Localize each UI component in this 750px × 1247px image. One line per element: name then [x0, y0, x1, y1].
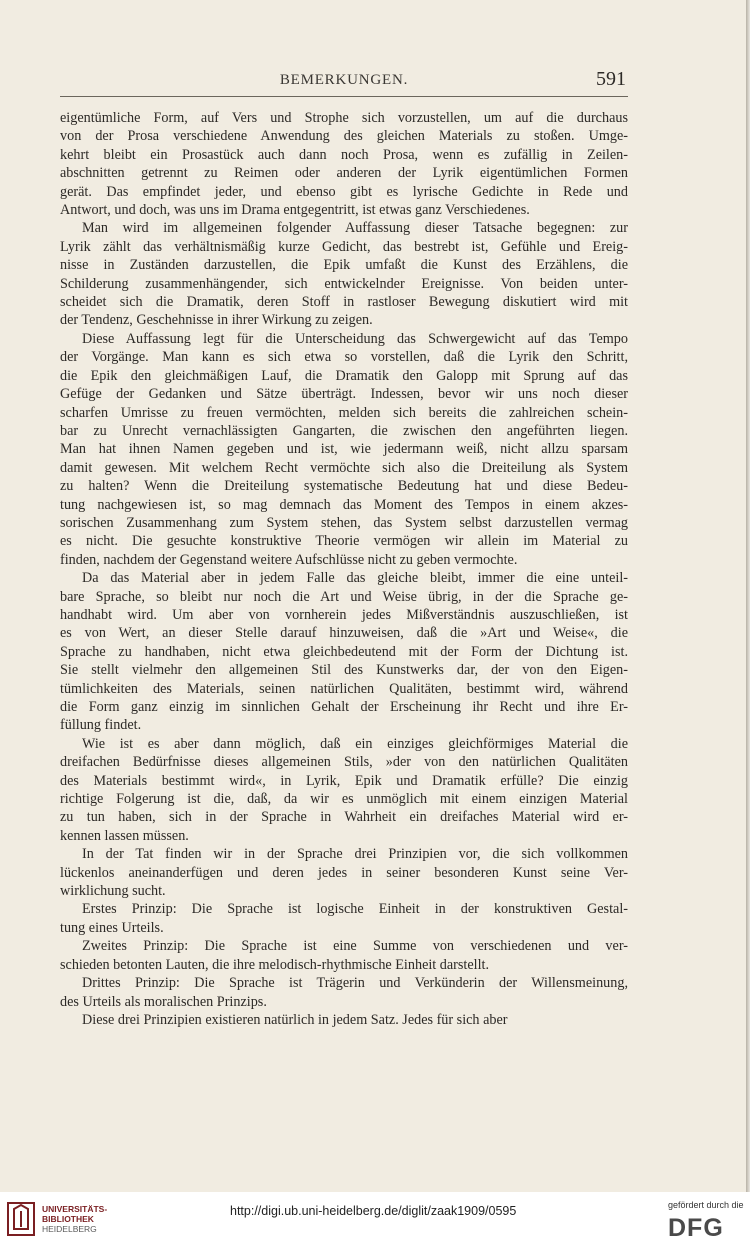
dfg-logo: DFG: [668, 1214, 724, 1242]
text-line: handhabt wird. Um aber von vornherein jedes Mißverständnis auszuschließen, ist: [60, 606, 628, 623]
text-line: schieden betonten Lauten, die ihre melodisch-rhythmische Einheit darstellt.: [60, 956, 490, 973]
text-line: zu tun haben, sich in der Sprache in Wahrheit ein dreifaches Material wird er-: [60, 809, 628, 826]
text-line: Antwort, und doch, was uns im Drama entgegentritt, ist etwas ganz Verschiedenes.: [60, 202, 530, 219]
text-line: nisse in Zuständen darzustellen, die Epik umfaßt die Kunst des Erzählens, die: [60, 257, 628, 274]
paragraph: [60, 845, 628, 900]
text-line: scheidet sich die Dramatik, deren Stoff in rastloser Bewegung diskutiert wird mit: [60, 294, 628, 311]
text-line: die Form ganz einzig im sinnlichen Gehalt der Erscheinung ihr Recht und ihre Er-: [60, 699, 628, 715]
paragraph: [60, 330, 628, 569]
text-line: es von Wert, an dieser Stelle darauf hinzuweisen, daß die »Art und Weise«, die: [60, 625, 628, 642]
text-line: sorischen Zusammenhang zum System stehen, das System selbst darzustellen vermag: [60, 514, 628, 531]
text-line: Lyrik zählt das verhältnismäßig kurze Gedicht, das bestrebt ist, Gefühle und Ereig-: [60, 238, 628, 255]
text-line: Man wird im allgemeinen folgender Auffassung dieser Tatsache begegnen: zur: [82, 220, 628, 237]
body-text: [60, 109, 628, 1029]
text-line: tung eines Urteils.: [60, 919, 164, 936]
running-title: BEMERKUNGEN.: [279, 72, 409, 88]
library-name-line3: HEIDELBERG: [42, 1224, 97, 1234]
text-line: kehrt bleibt ein Prosastück auch dann noch Prosa, wenn es zufällig in Zeilen-: [60, 146, 628, 163]
library-name-line2: BIBLIOTHEK: [42, 1214, 94, 1224]
text-line: eigentümliche Form, auf Vers und Strophe sich vorzustellen, um auf die durchaus: [60, 110, 628, 126]
text-line: lückenlos aneinanderfügen und deren jedes in seiner besonderen Kunst seine Ver-: [60, 864, 628, 881]
page-edge: [746, 0, 750, 1192]
text-line: zu halten? Wenn die Dreiteilung systematische Bedeutung hat und diese Bedeu-: [60, 478, 628, 495]
paragraph: [60, 569, 628, 735]
text-line: tümlichkeiten des Materials, seinen natürlichen Qualitäten, bestimmt wird, während: [60, 680, 628, 697]
text-line: finden, nachdem der Gegenstand weitere Aufschlüsse nicht zu geben vermochte.: [60, 551, 518, 568]
text-line: bare Sprache, so bleibt nur noch die Art und Weise übrig, in der die Sprache ge-: [60, 588, 628, 605]
text-line: Sie stellt vielmehr den allgemeinen Stil des Kunstwerks dar, der von den Eigen-: [60, 662, 628, 679]
text-line: des Materials bestimmt wird«, in Lyrik, Epik und Dramatik erfülle? Die einzig: [60, 772, 628, 789]
text-line: Wie ist es aber dann möglich, daß ein einziges gleichförmiges Material die: [82, 735, 628, 752]
text-line: Man hat ihnen Namen gegeben und ist, wie jedermann weiß, nicht allzu sparsam: [60, 441, 628, 458]
text-line: wirklichung sucht.: [60, 883, 166, 900]
text-line: abschnitten getrennt zu Reimen oder anderen der Lyrik eigentümlichen Formen: [60, 165, 628, 182]
running-head: [60, 70, 628, 97]
library-name-line1: UNIVERSITÄTS-: [42, 1204, 108, 1214]
text-line: des Urteils als moralischen Prinzips.: [60, 993, 267, 1010]
library-name: [42, 1204, 107, 1234]
paragraph: [60, 735, 628, 845]
text-line: gerät. Das empfindet jeder, und ebenso gibt es lyrische Gedichte in Rede und: [60, 183, 628, 200]
text-line: Drittes Prinzip: Die Sprache ist Trägerin und Verkünderin der Willensmeinung,: [82, 975, 628, 992]
text-line: Erstes Prinzip: Die Sprache ist logische Einheit in der konstruktiven Gestal-: [82, 901, 628, 918]
text-line: kennen lassen müssen.: [60, 827, 189, 844]
paragraph: [60, 109, 628, 219]
text-line: Sprache zu handhaben, nicht etwa gleichbedeutend mit der Form der Dichtung ist.: [60, 643, 628, 660]
text-line: Diese Auffassung legt für die Unterscheidung das Schwergewicht auf das Tempo: [82, 330, 628, 347]
text-line: In der Tat finden wir in der Sprache drei Prinzipien vor, die sich vollkommen: [82, 846, 628, 863]
text-line: dreifachen Bedürfnisse dieses allgemeinen Stils, »der von den natürlichen Qualitäten: [60, 754, 628, 771]
paragraph: [60, 900, 628, 937]
text-line: der Tendenz, Geschehnisse in ihrer Wirkung zu zeigen.: [60, 312, 373, 329]
university-library-logo-icon: [6, 1199, 36, 1239]
text-line: scharfen Umrisse zu freuen vermöchten, melden sich bereits die zahlreichen schein-: [60, 404, 628, 421]
paragraph: [60, 219, 628, 329]
text-line: richtige Folgerung ist die, daß, da wir es unmöglich mit einem einzigen Material: [60, 791, 628, 808]
text-line: füllung findet.: [60, 717, 142, 734]
text-line: der Vorgänge. Man kann es sich etwa so vorstellen, daß die Lyrik den Schritt,: [60, 349, 628, 366]
page-number: 591: [596, 68, 626, 90]
text-line: Da das Material aber in jedem Falle das gleiche bleibt, immer die eine unteil-: [82, 570, 628, 587]
text-line: es nicht. Die gesuchte konstruktive Theorie vermögen wir allein im Material zu: [60, 533, 628, 550]
text-line: Schilderung zusammenhängender, sich entwickelnder Ereignisse. Von beiden unter-: [60, 275, 628, 292]
paragraph: [60, 1011, 628, 1029]
paragraph: [60, 974, 628, 1011]
text-line: damit gewesen. Mit welchem Recht vermöchte sich also die Dreiteilung als System: [60, 459, 628, 476]
text-line: von der Prosa verschiedene Anwendung des gleichen Materials zu stoßen. Umge-: [60, 128, 628, 145]
text-line: bar zu Unrecht vernachlässigten Gangarten, die zwischen den angeführten liegen.: [60, 422, 628, 439]
funding-note: gefördert durch die: [668, 1200, 744, 1210]
text-line: die Epik den gleichmäßigen Lauf, die Dramatik den Galopp mit Sprung auf das: [60, 367, 628, 384]
text-line: tung nachgewiesen ist, so mag demnach das Moment des Tempos in einem akzes-: [60, 496, 628, 513]
permalink-url[interactable]: http://digi.ub.uni-heidelberg.de/diglit/zaak1909/0595: [230, 1204, 517, 1218]
footer-bar: [0, 1192, 750, 1247]
text-line: Gefüge der Gedanken und Sätze überträgt. Indessen, bevor wir uns noch dieser: [60, 386, 628, 403]
text-line: Zweites Prinzip: Die Sprache ist eine Summe von verschiedenen und ver-: [82, 938, 628, 955]
paragraph: [60, 937, 628, 974]
text-line: Diese drei Prinzipien existieren natürlich in jedem Satz. Jedes für sich aber: [82, 1011, 508, 1028]
